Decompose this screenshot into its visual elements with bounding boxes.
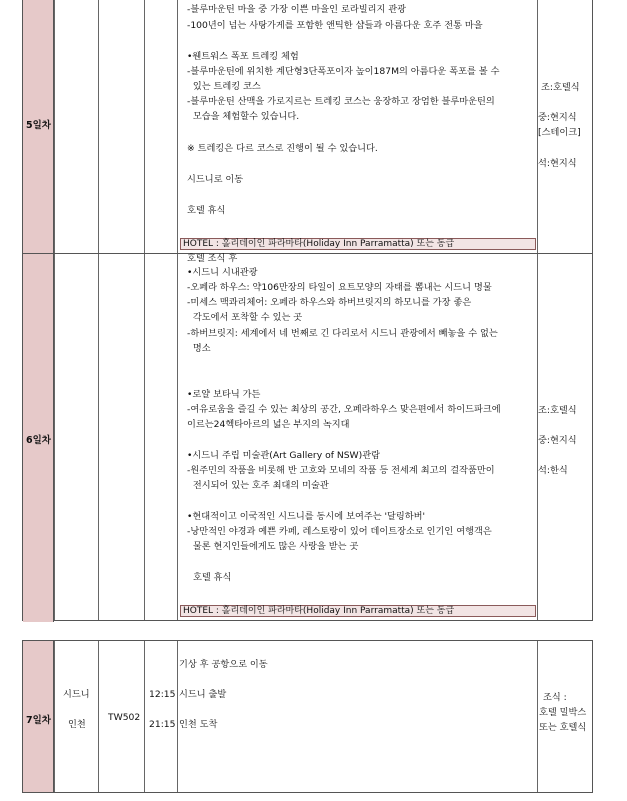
- day6-line: •로얄 보타닉 가든: [187, 389, 261, 400]
- day6-line: 이르는24헥타아르의 넓은 부지의 녹지대: [187, 419, 350, 430]
- day7-meal-option: 호텔 밀박스: [539, 707, 587, 718]
- day7-line: 시드니 출발: [179, 689, 227, 700]
- day5-hotel-bar: HOTEL : 홀리데이인 파라마타(Holiday Inn Parramatta) 또는 동급: [180, 238, 536, 250]
- column-divider-schedule: [177, 0, 178, 620]
- day6-meal-dinner: 석:한식: [538, 465, 568, 476]
- day6-line: 물론 현지인들에게도 많은 사랑을 받는 곳: [187, 541, 359, 552]
- day5-meal-dinner: 석:현지식: [538, 158, 577, 169]
- column-divider-city: [54, 0, 55, 620]
- day6-line: 호텔 휴식: [193, 572, 232, 583]
- day7-arrival-time: 21:15: [149, 719, 176, 730]
- day6-line: -여유로움을 즐길 수 있는 최상의 공간, 오페라하우스 맞은편에서 하이드파크에: [187, 404, 501, 415]
- day6-line: -하버브릿지: 세계에서 네 번째로 긴 다리로서 시드니 관광에서 빼놓을 수 없는: [187, 328, 498, 339]
- day5-line: 시드니로 이동: [187, 174, 244, 185]
- day6-line: -낭만적인 야경과 예쁜 카페, 레스토랑이 있어 데이트장소로 인기인 여행객은: [187, 526, 492, 537]
- day5-note: ※ 트레킹은 다르 코스로 진행이 될 수 있습니다.: [187, 143, 378, 154]
- day5-meal-breakfast: 조:호텔식: [541, 82, 580, 93]
- day6-line: 전시되어 있는 호주 최대의 미술관: [187, 480, 329, 491]
- day7-city-departure: 시드니: [63, 689, 90, 700]
- day6-line: -미세스 맥콰리체어: 오페라 하우스와 하버브릿지의 하모니를 가장 좋은: [187, 297, 472, 308]
- day5-line: 모습을 체험할수 있습니다.: [187, 111, 300, 122]
- column-divider-meals: [537, 0, 538, 620]
- day6-label: 6일차: [26, 435, 51, 446]
- column-divider-meals: [537, 641, 538, 792]
- day7-meal-option: 또는 호텔식: [539, 722, 587, 733]
- day6-line: •시드니 시내관광: [187, 267, 258, 278]
- day5-line: •웬트워스 폭포 트레킹 체험: [187, 51, 299, 62]
- day7-departure-time: 12:15: [149, 689, 176, 700]
- day7-line: 기상 후 공항으로 이동: [179, 659, 268, 670]
- column-divider-time: [144, 641, 145, 792]
- day7-meal-label: 조식 :: [543, 692, 567, 703]
- day5-line: 호텔 휴식: [187, 205, 226, 216]
- itinerary-table-days-5-6: [22, 0, 593, 621]
- day7-flight-number: TW502: [108, 712, 141, 723]
- column-divider-schedule: [177, 641, 178, 792]
- day5-label: 5일차: [26, 120, 51, 131]
- day5-line: -블루마운틴 마을 중 가장 이쁜 마을인 로라빌리지 관광: [187, 4, 407, 15]
- day7-line: 인천 도착: [179, 719, 218, 730]
- day6-line: -원주민의 작품을 비롯해 반 고흐와 모네의 작품 등 전세계 최고의 걸작품만이: [187, 465, 495, 476]
- day6-line: 명소: [187, 343, 211, 354]
- day6-meal-lunch: 중:현지식: [538, 435, 577, 446]
- itinerary-table-day-7: [22, 640, 593, 793]
- day5-meal-lunch-detail: [스테이크]: [538, 127, 581, 138]
- column-divider-transport: [98, 641, 99, 792]
- column-divider-city: [54, 641, 55, 792]
- day6-line: 호텔 조식 후: [187, 253, 238, 264]
- day5-line: 있는 트레킹 코스: [187, 81, 261, 92]
- row-divider: [23, 253, 592, 254]
- day6-line: -오페라 하우스: 약106만장의 타일이 요트모양의 자태를 뽐내는 시드니 명물: [187, 282, 492, 293]
- day6-line: •현대적이고 이국적인 시드니를 동시에 보여주는 '달링하버': [187, 511, 426, 522]
- day5-line: -블루마운틴 산맥을 가로지르는 트레킹 코스는 웅장하고 장엄한 블루마운틴의: [187, 96, 495, 107]
- day7-city-arrival: 인천: [68, 719, 86, 730]
- day6-hotel-bar: HOTEL : 홀리데이인 파라마타(Holiday Inn Parramatta) 또는 동급: [180, 605, 536, 617]
- day6-line: •시드니 주립 미술관(Art Gallery of NSW)관람: [187, 450, 380, 461]
- day7-label: 7일차: [26, 715, 51, 726]
- column-divider-time: [144, 0, 145, 620]
- day5-line: -100년이 넘는 사탕가게를 포함한 앤틱한 샵들과 아름다운 호주 전통 마을: [187, 20, 483, 31]
- day5-meal-lunch: 중:현지식: [538, 112, 577, 123]
- day6-line: 각도에서 포착할 수 있는 곳: [187, 312, 303, 323]
- column-divider-transport: [98, 0, 99, 620]
- day6-meal-breakfast: 조:호텔식: [538, 405, 577, 416]
- day5-line: -블루마운틴에 위치한 계단형3단폭포이자 높이187M의 아름다운 폭포를 볼 수: [187, 66, 500, 77]
